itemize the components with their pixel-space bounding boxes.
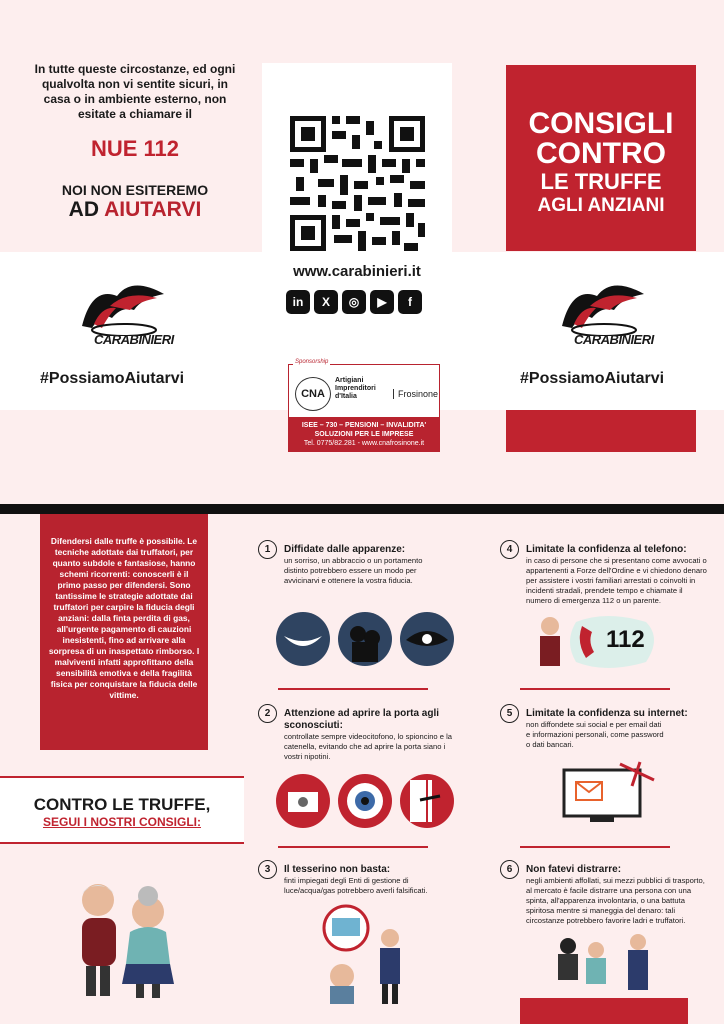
tip-number: 1 [258, 540, 277, 559]
bottom-red-bar [520, 998, 688, 1024]
sponsor-bar [289, 417, 439, 451]
facebook-icon[interactable]: f [398, 290, 422, 314]
qr-code-icon [262, 63, 452, 253]
hug-icon [338, 612, 392, 666]
tip-rule [520, 688, 670, 690]
flame-emblem-icon [552, 276, 652, 336]
door-chain-icon [400, 774, 454, 828]
tip-body: negli ambienti affollati, sui mezzi pubblici di trasporto, al mercato è facile distrarre una persona con una spinta, all'apparenza involontaria, o una battuta spiritosa mentre si maneggia del denaro: tali circostanze potrebbero favorire ladri e truffatori. [526, 876, 705, 925]
phone-number: 112 [606, 626, 645, 653]
phone-illustration [536, 612, 666, 678]
carabinieri-logo-left [72, 276, 172, 356]
tip-rule [278, 846, 428, 848]
hashtag-left: #PossiamoAiutarvi [40, 370, 185, 387]
crowd-illustration [538, 930, 668, 1000]
sponsor-line2: SOLUZIONI PER LE IMPRESE [314, 431, 414, 438]
lead-text: In tutte queste circostanze, ed ogni qualvolta non vi sentite sicuri, in casa o in ambiente esterno, non esitate a chiamare il [34, 62, 236, 121]
qr-code[interactable] [262, 63, 452, 253]
sponsor-name: Artigiani Imprenditori d'Italia [335, 377, 376, 400]
intercom-circle [276, 774, 330, 828]
flame-emblem-icon [72, 276, 172, 336]
tip-title: Attenzione ad aprire la porta agli sconosciuti: [284, 708, 440, 731]
tip-body: non diffondete sui social e per email dati e informazioni personali, come password o dati bancari. [526, 720, 664, 749]
tip-6 [526, 864, 710, 926]
tip-title: Limitate la confidenza al telefono: [526, 544, 687, 555]
tip-5 [526, 708, 710, 750]
cna-logo: CNA [295, 377, 331, 411]
sponsor-line1: ISEE – 730 – PENSIONI – INVALIDITA' [301, 422, 427, 429]
linkedin-icon[interactable]: in [286, 290, 310, 314]
hashtag-right: #PossiamoAiutarvi [520, 370, 665, 387]
brand-name-right: CARABINIERI [574, 332, 654, 347]
tip-title: Diffidate dalle apparenze: [284, 544, 406, 555]
slogan-ad: AD [68, 198, 100, 221]
monitor-illustration [560, 760, 660, 826]
tip-number: 6 [500, 860, 519, 879]
slogan-line1: NOI NON ESITEREMO [61, 182, 209, 198]
intercom-icon [276, 774, 330, 828]
title-line2: CONTRO [536, 137, 666, 170]
fake-badge-icon [318, 904, 418, 1004]
peephole-circle [338, 774, 392, 828]
eye-icon [400, 612, 454, 666]
sponsor-city: Frosinone [393, 389, 438, 399]
tip-2 [284, 708, 459, 762]
instagram-icon[interactable]: ◎ [342, 290, 366, 314]
title-box [506, 65, 696, 251]
website-link[interactable]: www.carabinieri.it [293, 263, 421, 280]
intro-text: Difendersi dalle truffe è possibile. Le tecniche adottate dai truffatori, per quanto subdole e fantasiose, hanno schemi ricorrenti: conoscerli è il primo passo per difendersi. Sono tantissime le strategie adottate dai truffatori per carpire la fiducia degli anziani: dalla finta perdita di gas, all'urgente pagamento di cauzioni inesistenti, fino ad arrivare alla sorpresa di un inaspettato rimborso. I malviventi infatti approfittano della sensibilità emotiva e della fragilità fisica per conquistare la fiducia delle vittime. [40, 514, 208, 750]
slogan-aiutarvi: AIUTARVI [104, 198, 202, 221]
title-line4: AGLI ANZIANI [537, 195, 665, 216]
tip-3 [284, 864, 444, 896]
title-line3: LE TRUFFE [540, 169, 662, 194]
tip-body: un sorriso, un abbraccio o un portamento distinto potrebbero essere un modo per avvicinarvi e ottenere la vostra fiducia. [284, 556, 423, 585]
tip-number: 5 [500, 704, 519, 723]
tip-1 [284, 544, 484, 586]
tip-title: Limitate la confidenza su internet: [526, 708, 688, 719]
contro-line1: CONTRO LE TRUFFE, [33, 795, 211, 814]
slogan-line2 [30, 198, 240, 222]
monitor-email-icon [560, 760, 660, 826]
smile-icon [276, 612, 330, 666]
tip-rule [520, 846, 670, 848]
youtube-icon[interactable]: ▶ [370, 290, 394, 314]
social-icons [286, 290, 430, 314]
elderly-couple-illustration [60, 872, 190, 1002]
tip-4 [526, 544, 710, 606]
contro-banner [0, 776, 244, 844]
tip-body: in caso di persone che si presentano come avvocati o appartenenti a Forze dell'Ordine e vi chiedono denaro per assistere i vostri familiari arrestati o coinvolti in incidenti stradali, prendete tempo e chiamate il numero di emergenza 112 o un parente. [526, 556, 707, 605]
brand-name-left: CARABINIERI [94, 332, 174, 347]
eye-circle [400, 612, 454, 666]
carabinieri-logo-right [552, 276, 652, 356]
hug-circle [338, 612, 392, 666]
pickpocket-icon [538, 930, 668, 1000]
sponsor-line3: Tel. 0775/82.281 - www.cnafrosinone.it [303, 440, 425, 447]
x-icon[interactable]: X [314, 290, 338, 314]
fold-divider [0, 504, 724, 514]
chain-circle [400, 774, 454, 828]
smile-circle [276, 612, 330, 666]
tip-rule [278, 688, 428, 690]
tip-number: 3 [258, 860, 277, 879]
peephole-icon [338, 774, 392, 828]
tip-title: Non fatevi distrarre: [526, 864, 622, 875]
sponsor-label: Sponsorship [295, 359, 329, 365]
badge-illustration [318, 904, 418, 1004]
tip-number: 2 [258, 704, 277, 723]
tip-title: Il tesserino non basta: [284, 864, 391, 875]
red-bar [506, 410, 696, 452]
elderly-couple-icon [60, 872, 190, 1002]
contro-line2: SEGUI I NOSTRI CONSIGLI: [42, 815, 201, 829]
tip-body: finti impiegati degli Enti di gestione di luce/acqua/gas potrebbero averli falsificati. [284, 876, 428, 895]
tip-body: controllate sempre videocitofono, lo spioncino e la catenella, evitando che ad aprire la porta siano i vostri nipotini. [284, 732, 453, 761]
sponsor-box [288, 359, 440, 452]
title-line1: CONSIGLI [528, 107, 674, 140]
emergency-number: NUE 112 [90, 136, 180, 161]
phone-112-icon [536, 612, 666, 678]
tip-number: 4 [500, 540, 519, 559]
